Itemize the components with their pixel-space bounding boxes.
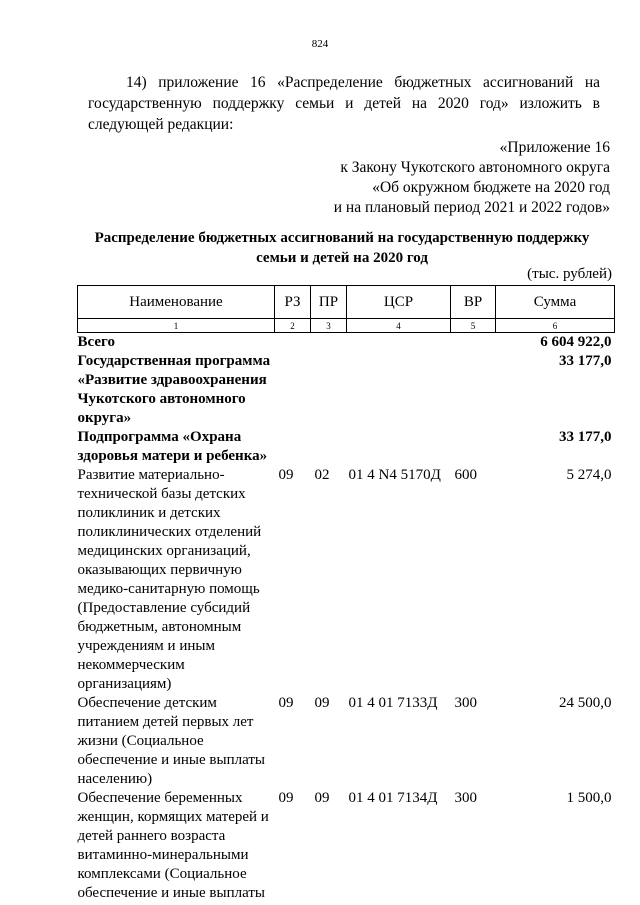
row-pr	[311, 428, 347, 466]
row-sum: 24 500,0	[559, 695, 612, 711]
row-name: Обеспечение детским питанием детей первых лет жизни (Социальное обеспечение и иные выплаты населению)	[77, 695, 265, 787]
page-number: 824	[311, 38, 329, 50]
intro-paragraph: 14) приложение 16 «Распределение бюджетных ассигнований на государственную поддержку семьи и детей на 2020 год» изложить в следующей редакции:	[88, 74, 600, 133]
header-pr: ПР	[311, 286, 347, 319]
row-rz: 09	[278, 467, 294, 483]
row-csr	[347, 428, 451, 466]
row-name: Подпрограмма «Охрана здоровья матери и ребенка»	[77, 429, 268, 464]
row-csr	[347, 333, 451, 353]
budget-table	[77, 285, 615, 903]
table-row	[78, 789, 615, 903]
header-rz: РЗ	[275, 286, 311, 319]
row-csr: 01 4 01 7133Д	[348, 695, 438, 711]
row-rz	[275, 428, 311, 466]
title-line: семьи и детей на 2020 год	[256, 250, 428, 266]
row-sum: 1 500,0	[566, 790, 612, 806]
row-name: Обеспечение беременных женщин, кормящих матерей и детей раннего возраста витаминно-минеральными комплексами (Социальное обеспечение и иные выплаты	[77, 790, 269, 901]
appendix-reference	[250, 138, 610, 218]
header-row	[78, 286, 615, 319]
appendix-line: «Об окружном бюджете на 2020 год	[372, 179, 610, 196]
header-number: 4	[347, 319, 451, 333]
row-rz: 09	[278, 790, 294, 806]
table-row	[78, 694, 615, 789]
table-row	[78, 352, 615, 428]
units-label: (тыс. рублей)	[527, 266, 612, 282]
row-vr: 600	[454, 467, 477, 483]
header-vr: ВР	[451, 286, 496, 319]
header-number-row	[78, 319, 615, 333]
appendix-line: «Приложение 16	[499, 139, 610, 156]
row-pr	[311, 352, 347, 428]
table-row	[78, 466, 615, 694]
header-name: Наименование	[78, 286, 275, 319]
header-number: 3	[311, 319, 347, 333]
row-vr	[451, 333, 496, 353]
header-number: 6	[496, 319, 615, 333]
row-rz: 09	[278, 695, 294, 711]
row-sum: 33 177,0	[559, 353, 612, 369]
row-csr	[347, 352, 451, 428]
header-number: 1	[78, 319, 275, 333]
row-vr	[451, 428, 496, 466]
row-pr: 09	[314, 695, 330, 711]
header-csr: ЦСР	[347, 286, 451, 319]
header-sum: Сумма	[496, 286, 615, 319]
table-row	[78, 428, 615, 466]
row-vr: 300	[454, 790, 477, 806]
row-csr: 01 4 01 7134Д	[348, 790, 438, 806]
row-rz	[275, 352, 311, 428]
appendix-line: и на плановый период 2021 и 2022 годов»	[333, 199, 610, 216]
table-row	[78, 333, 615, 353]
row-pr: 02	[314, 467, 330, 483]
header-number: 5	[451, 319, 496, 333]
row-pr	[311, 333, 347, 353]
row-name: Государственная программа «Развитие здравоохранения Чукотского автономного округа»	[77, 353, 271, 426]
table-body	[78, 333, 615, 904]
row-vr: 300	[454, 695, 477, 711]
document-title	[72, 228, 612, 268]
row-vr	[451, 352, 496, 428]
row-csr: 01 4 N4 5170Д	[348, 467, 441, 483]
row-sum: 5 274,0	[566, 467, 612, 483]
row-sum: 6 604 922,0	[540, 334, 612, 350]
row-pr: 09	[314, 790, 330, 806]
header-number: 2	[275, 319, 311, 333]
title-line: Распределение бюджетных ассигнований на государственную поддержку	[94, 230, 590, 246]
row-name: Развитие материально-технической базы детских поликлиник и детских поликлинических отделений медицинских организаций, оказывающих первичную медико-санитарную помощь (Предоставление субсидий бюджетным, автономным учреждениям и иным некоммерческим организациям)	[77, 467, 262, 692]
row-rz	[275, 333, 311, 353]
row-name: Всего	[77, 334, 115, 350]
appendix-line: к Закону Чукотского автономного округа	[340, 159, 610, 176]
row-sum: 33 177,0	[559, 429, 612, 445]
